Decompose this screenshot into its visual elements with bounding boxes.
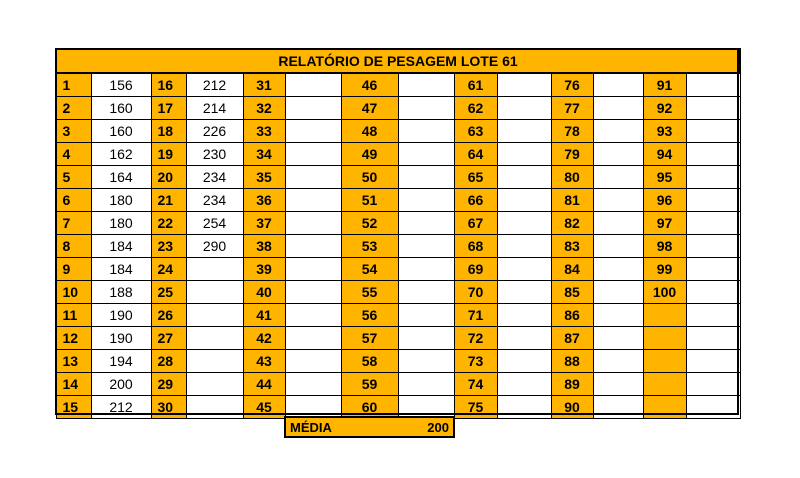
table-row: [56, 189, 740, 212]
animal-number: 27: [151, 327, 186, 350]
animal-number: 96: [643, 189, 686, 212]
weight-cell: [497, 281, 551, 304]
weight-cell: [398, 97, 454, 120]
animal-number: 73: [454, 350, 497, 373]
weight-cell: [686, 189, 740, 212]
weight-cell: [398, 166, 454, 189]
animal-number: 26: [151, 304, 186, 327]
weight-cell: [497, 212, 551, 235]
weight-cell: [398, 235, 454, 258]
animal-number: 35: [243, 166, 285, 189]
table-row: [56, 73, 740, 97]
table-row: [56, 235, 740, 258]
weight-cell: 162: [91, 143, 151, 166]
animal-number: 43: [243, 350, 285, 373]
animal-number: 38: [243, 235, 285, 258]
animal-number: 85: [551, 281, 593, 304]
animal-number: 1: [56, 73, 91, 97]
animal-number: 45: [243, 396, 285, 419]
animal-number: 79: [551, 143, 593, 166]
animal-number: 14: [56, 373, 91, 396]
weight-cell: [398, 327, 454, 350]
animal-number: 57: [341, 327, 398, 350]
animal-number: 25: [151, 281, 186, 304]
table-row: [56, 373, 740, 396]
weight-cell: [398, 73, 454, 97]
animal-number: 94: [643, 143, 686, 166]
animal-number: 3: [56, 120, 91, 143]
animal-number: 56: [341, 304, 398, 327]
table-row: [56, 350, 740, 373]
table-row: [56, 327, 740, 350]
animal-number: 62: [454, 97, 497, 120]
animal-number: 50: [341, 166, 398, 189]
weight-cell: [593, 189, 643, 212]
animal-number: 74: [454, 373, 497, 396]
weight-cell: [686, 327, 740, 350]
weight-cell: 164: [91, 166, 151, 189]
table-row: [56, 212, 740, 235]
animal-number: 77: [551, 97, 593, 120]
weight-cell: [686, 212, 740, 235]
animal-number: 10: [56, 281, 91, 304]
weight-cell: [398, 373, 454, 396]
weight-cell: [497, 73, 551, 97]
animal-number: 31: [243, 73, 285, 97]
weight-cell: [593, 143, 643, 166]
weight-cell: [497, 143, 551, 166]
weighing-report-table: [55, 48, 741, 419]
animal-number: 42: [243, 327, 285, 350]
weight-cell: [285, 235, 341, 258]
weight-cell: [285, 304, 341, 327]
table-row: [56, 258, 740, 281]
weight-cell: [593, 373, 643, 396]
average-box: [284, 416, 455, 438]
weight-cell: [593, 73, 643, 97]
weight-cell: [593, 327, 643, 350]
weight-cell: 200: [91, 373, 151, 396]
weight-cell: [497, 373, 551, 396]
weight-cell: [398, 281, 454, 304]
weight-cell: [285, 350, 341, 373]
weight-cell: 230: [186, 143, 243, 166]
animal-number: 93: [643, 120, 686, 143]
weight-cell: 184: [91, 258, 151, 281]
weight-cell: [186, 396, 243, 419]
animal-number: 88: [551, 350, 593, 373]
animal-number: 18: [151, 120, 186, 143]
animal-number: 61: [454, 73, 497, 97]
animal-number: 98: [643, 235, 686, 258]
report-title: RELATÓRIO DE PESAGEM LOTE 61: [56, 49, 740, 73]
animal-number: 49: [341, 143, 398, 166]
animal-number: 87: [551, 327, 593, 350]
weight-cell: [593, 281, 643, 304]
animal-number: 100: [643, 281, 686, 304]
weight-cell: 190: [91, 327, 151, 350]
weight-cell: [186, 258, 243, 281]
animal-number: 30: [151, 396, 186, 419]
weight-cell: [497, 189, 551, 212]
animal-number: 66: [454, 189, 497, 212]
table-row: [56, 120, 740, 143]
animal-number: 33: [243, 120, 285, 143]
weight-cell: [398, 258, 454, 281]
animal-number: 12: [56, 327, 91, 350]
weight-cell: [186, 373, 243, 396]
weight-cell: 194: [91, 350, 151, 373]
weight-cell: [593, 235, 643, 258]
weight-cell: [497, 235, 551, 258]
animal-number: 46: [341, 73, 398, 97]
animal-number: 23: [151, 235, 186, 258]
animal-number: 97: [643, 212, 686, 235]
animal-number: 84: [551, 258, 593, 281]
animal-number: 9: [56, 258, 91, 281]
weight-cell: [186, 304, 243, 327]
weight-cell: [686, 373, 740, 396]
animal-number: 59: [341, 373, 398, 396]
animal-number: 29: [151, 373, 186, 396]
empty-number-cell: [643, 373, 686, 396]
animal-number: 39: [243, 258, 285, 281]
animal-number: 7: [56, 212, 91, 235]
animal-number: 55: [341, 281, 398, 304]
animal-number: 40: [243, 281, 285, 304]
weight-cell: 212: [91, 396, 151, 419]
animal-number: 15: [56, 396, 91, 419]
animal-number: 82: [551, 212, 593, 235]
animal-number: 6: [56, 189, 91, 212]
animal-number: 47: [341, 97, 398, 120]
table-row: [56, 97, 740, 120]
animal-number: 80: [551, 166, 593, 189]
animal-number: 89: [551, 373, 593, 396]
weight-cell: [285, 189, 341, 212]
weight-cell: [285, 143, 341, 166]
weight-cell: [497, 350, 551, 373]
weight-cell: 180: [91, 212, 151, 235]
animal-number: 72: [454, 327, 497, 350]
weight-cell: [398, 143, 454, 166]
weight-cell: 214: [186, 97, 243, 120]
weight-cell: [398, 189, 454, 212]
weight-cell: [686, 350, 740, 373]
weight-cell: [497, 327, 551, 350]
animal-number: 24: [151, 258, 186, 281]
animal-number: 34: [243, 143, 285, 166]
weight-cell: [186, 350, 243, 373]
weight-cell: [186, 281, 243, 304]
weight-cell: [285, 97, 341, 120]
weight-cell: [398, 120, 454, 143]
weight-cell: [497, 97, 551, 120]
weight-cell: [686, 235, 740, 258]
animal-number: 83: [551, 235, 593, 258]
animal-number: 65: [454, 166, 497, 189]
animal-number: 58: [341, 350, 398, 373]
weight-cell: [686, 281, 740, 304]
weight-cell: [285, 281, 341, 304]
animal-number: 36: [243, 189, 285, 212]
table-row: [56, 281, 740, 304]
animal-number: 91: [643, 73, 686, 97]
animal-number: 86: [551, 304, 593, 327]
weight-cell: [497, 166, 551, 189]
animal-number: 17: [151, 97, 186, 120]
weight-cell: [593, 120, 643, 143]
weight-cell: [593, 304, 643, 327]
animal-number: 8: [56, 235, 91, 258]
animal-number: 76: [551, 73, 593, 97]
weight-cell: [686, 143, 740, 166]
animal-number: 90: [551, 396, 593, 419]
animal-number: 16: [151, 73, 186, 97]
animal-number: 75: [454, 396, 497, 419]
weight-cell: 254: [186, 212, 243, 235]
animal-number: 95: [643, 166, 686, 189]
average-label: MÉDIA: [290, 420, 332, 435]
animal-number: 70: [454, 281, 497, 304]
weight-cell: [686, 304, 740, 327]
weight-cell: [285, 166, 341, 189]
animal-number: 44: [243, 373, 285, 396]
weight-cell: 156: [91, 73, 151, 97]
animal-number: 69: [454, 258, 497, 281]
animal-number: 52: [341, 212, 398, 235]
weight-cell: [497, 120, 551, 143]
animal-number: 32: [243, 97, 285, 120]
animal-number: 41: [243, 304, 285, 327]
empty-number-cell: [643, 327, 686, 350]
weight-cell: 234: [186, 189, 243, 212]
animal-number: 64: [454, 143, 497, 166]
animal-number: 78: [551, 120, 593, 143]
animal-number: 21: [151, 189, 186, 212]
weight-cell: [686, 258, 740, 281]
weight-cell: [686, 120, 740, 143]
weight-cell: [686, 396, 740, 419]
table-row: [56, 143, 740, 166]
animal-number: 51: [341, 189, 398, 212]
weight-cell: [593, 258, 643, 281]
weight-cell: [593, 396, 643, 419]
weight-cell: [398, 212, 454, 235]
weight-cell: [285, 73, 341, 97]
animal-number: 11: [56, 304, 91, 327]
animal-number: 19: [151, 143, 186, 166]
animal-number: 60: [341, 396, 398, 419]
empty-number-cell: [643, 350, 686, 373]
weight-cell: [686, 73, 740, 97]
animal-number: 54: [341, 258, 398, 281]
weight-cell: [497, 396, 551, 419]
weight-cell: [497, 304, 551, 327]
weight-cell: 212: [186, 73, 243, 97]
weight-cell: 160: [91, 120, 151, 143]
animal-number: 5: [56, 166, 91, 189]
weight-cell: [285, 120, 341, 143]
animal-number: 71: [454, 304, 497, 327]
weight-cell: [186, 327, 243, 350]
animal-number: 20: [151, 166, 186, 189]
weight-cell: [285, 212, 341, 235]
animal-number: 22: [151, 212, 186, 235]
weight-cell: 180: [91, 189, 151, 212]
weight-cell: 190: [91, 304, 151, 327]
weight-cell: [285, 258, 341, 281]
animal-number: 37: [243, 212, 285, 235]
weight-cell: [593, 97, 643, 120]
empty-number-cell: [643, 396, 686, 419]
weight-cell: [593, 166, 643, 189]
weight-cell: 160: [91, 97, 151, 120]
weight-cell: [686, 97, 740, 120]
table-row: [56, 166, 740, 189]
weight-cell: [686, 166, 740, 189]
animal-number: 48: [341, 120, 398, 143]
animal-number: 92: [643, 97, 686, 120]
weight-cell: [398, 304, 454, 327]
animal-number: 67: [454, 212, 497, 235]
animal-number: 13: [56, 350, 91, 373]
weight-cell: [593, 350, 643, 373]
weight-cell: [593, 212, 643, 235]
weight-cell: [285, 327, 341, 350]
table-row: [56, 304, 740, 327]
weight-cell: 184: [91, 235, 151, 258]
animal-number: 68: [454, 235, 497, 258]
animal-number: 63: [454, 120, 497, 143]
weight-cell: [497, 258, 551, 281]
average-value: 200: [427, 420, 449, 435]
weight-cell: 290: [186, 235, 243, 258]
empty-number-cell: [643, 304, 686, 327]
animal-number: 99: [643, 258, 686, 281]
weight-cell: [398, 350, 454, 373]
weight-cell: 234: [186, 166, 243, 189]
animal-number: 53: [341, 235, 398, 258]
animal-number: 81: [551, 189, 593, 212]
title-row: [56, 49, 740, 73]
animal-number: 28: [151, 350, 186, 373]
animal-number: 4: [56, 143, 91, 166]
weight-cell: 226: [186, 120, 243, 143]
weight-cell: 188: [91, 281, 151, 304]
animal-number: 2: [56, 97, 91, 120]
weight-cell: [285, 373, 341, 396]
